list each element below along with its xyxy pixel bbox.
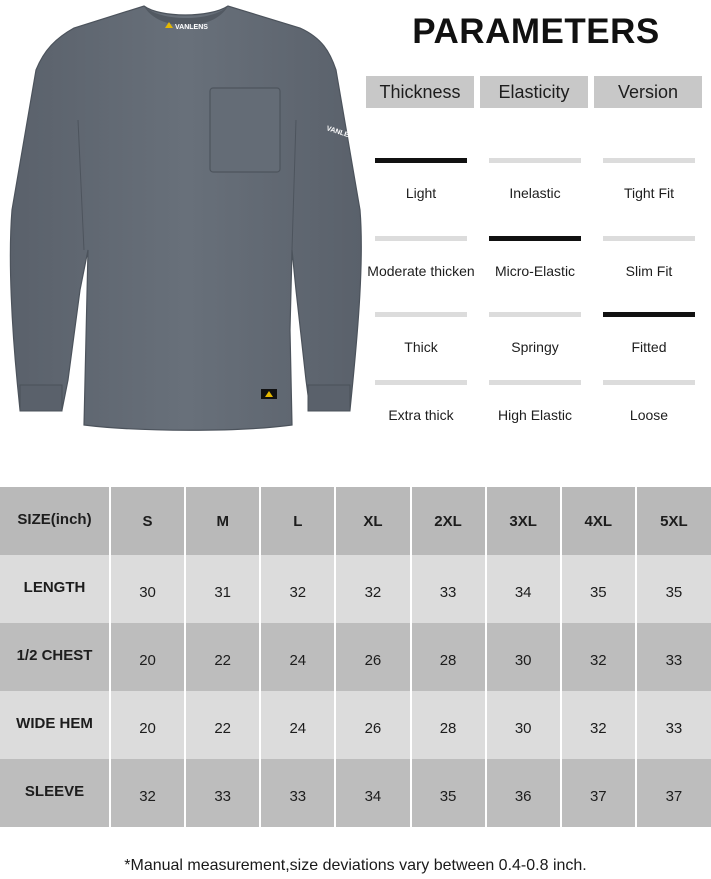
selected-level-bar	[489, 236, 581, 241]
version-header: Version	[594, 76, 702, 108]
table-cell: 32	[561, 623, 636, 691]
table-cell: 28	[411, 623, 486, 691]
elasticity-header: Elasticity	[480, 76, 588, 108]
size-chart-table	[0, 487, 711, 827]
table-cell: 20	[110, 623, 185, 691]
table-cell: 22	[185, 623, 260, 691]
collar-brand-text: VANLENS	[175, 24, 208, 31]
level-label: Springy	[511, 339, 559, 355]
table-cell: 24	[260, 691, 335, 759]
size-header-row	[0, 487, 711, 555]
table-cell: 20	[110, 691, 185, 759]
size-xl: XL	[335, 487, 410, 555]
level-label: Inelastic	[509, 185, 561, 201]
table-cell: 30	[486, 691, 561, 759]
table-cell: 32	[335, 555, 410, 623]
table-cell: 30	[110, 555, 185, 623]
level-bar	[603, 158, 695, 163]
level-label: Micro-Elastic	[494, 263, 576, 279]
table-row-sleeve	[0, 759, 711, 827]
size-l: L	[260, 487, 335, 555]
table-cell: 32	[110, 759, 185, 827]
table-row-half-chest	[0, 623, 711, 691]
level-label: Slim Fit	[625, 263, 673, 279]
level-label: Extra thick	[388, 407, 454, 423]
level-label: Fitted	[631, 339, 667, 355]
size-s: S	[110, 487, 185, 555]
table-cell: 37	[561, 759, 636, 827]
level-bar	[603, 380, 695, 385]
measurement-footnote: *Manual measurement,size deviations vary between 0.4-0.8 inch.	[124, 857, 587, 874]
row-label-wide-hem: WIDE HEM	[0, 691, 110, 759]
table-cell: 26	[335, 623, 410, 691]
thickness-header: Thickness	[366, 76, 474, 108]
size-header-label: SIZE(inch)	[0, 487, 110, 555]
table-cell: 26	[335, 691, 410, 759]
sleeve-brand-text: VANLENS	[325, 125, 359, 143]
level-bar	[375, 236, 467, 241]
table-cell: 30	[486, 623, 561, 691]
table-cell: 31	[185, 555, 260, 623]
level-bar	[375, 312, 467, 317]
level-label: Light	[405, 185, 437, 201]
size-4xl: 4XL	[561, 487, 636, 555]
level-bar	[489, 312, 581, 317]
level-label: Loose	[629, 407, 669, 423]
table-row-wide-hem	[0, 691, 711, 759]
table-cell: 33	[260, 759, 335, 827]
shirt-body	[10, 6, 361, 430]
table-cell: 24	[260, 623, 335, 691]
selected-level-bar	[603, 312, 695, 317]
size-2xl: 2XL	[411, 487, 486, 555]
level-bar	[375, 380, 467, 385]
size-5xl: 5XL	[636, 487, 711, 555]
level-label: Thick	[404, 339, 438, 355]
size-m: M	[185, 487, 260, 555]
row-label-half-chest: 1/2 CHEST	[0, 623, 110, 691]
table-cell: 35	[411, 759, 486, 827]
table-cell: 32	[561, 691, 636, 759]
table-cell: 34	[335, 759, 410, 827]
table-cell: 33	[411, 555, 486, 623]
table-cell: 33	[636, 623, 711, 691]
table-cell: 36	[486, 759, 561, 827]
table-row-length	[0, 555, 711, 623]
table-cell: 35	[561, 555, 636, 623]
right-cuff	[308, 385, 350, 411]
level-label: Tight Fit	[623, 185, 675, 201]
parameters-title: PARAMETERS	[412, 12, 660, 51]
selected-level-bar	[375, 158, 467, 163]
table-cell: 33	[636, 691, 711, 759]
level-bar	[603, 236, 695, 241]
table-cell: 22	[185, 691, 260, 759]
table-cell: 32	[260, 555, 335, 623]
level-label: High Elastic	[498, 407, 572, 423]
level-label: Moderate thicken	[367, 263, 475, 279]
table-cell: 28	[411, 691, 486, 759]
table-cell: 37	[636, 759, 711, 827]
level-bar	[489, 380, 581, 385]
table-cell: 33	[185, 759, 260, 827]
left-cuff	[20, 385, 62, 411]
shirt-pocket	[210, 88, 280, 172]
table-cell: 34	[486, 555, 561, 623]
shirt-image	[0, 0, 370, 440]
level-bar	[489, 158, 581, 163]
row-label-length: LENGTH	[0, 555, 110, 623]
table-cell: 35	[636, 555, 711, 623]
size-3xl: 3XL	[486, 487, 561, 555]
row-label-sleeve: SLEEVE	[0, 759, 110, 827]
